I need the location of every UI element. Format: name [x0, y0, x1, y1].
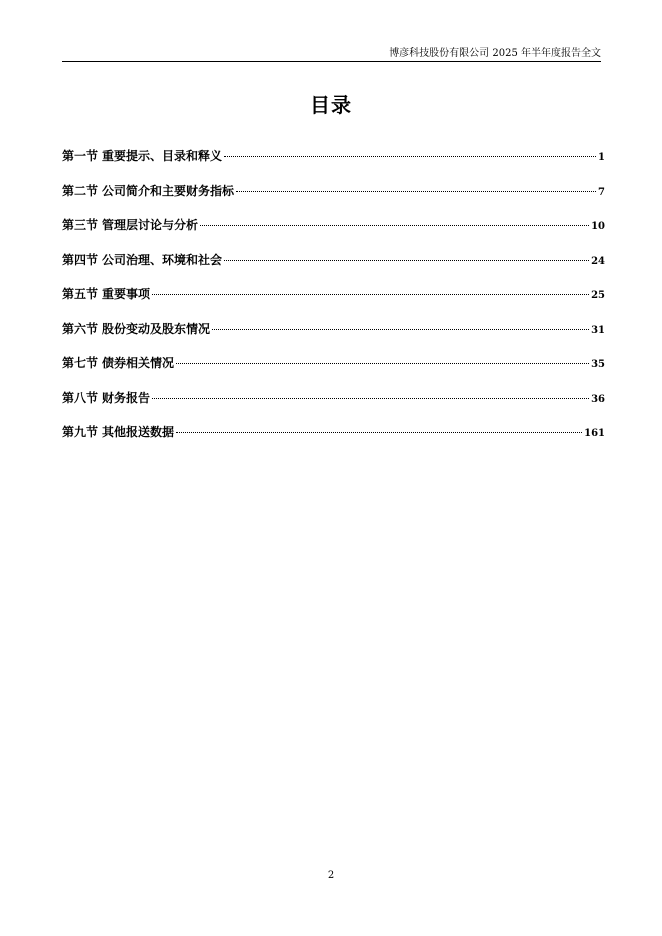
toc-entry-section-6[interactable]: [62, 319, 605, 354]
toc-section-title: 重要事项: [102, 287, 151, 301]
toc-section-title: 公司简介和主要财务指标: [102, 183, 235, 198]
toc-entry-section-4[interactable]: [62, 250, 605, 285]
toc-page-number: 36: [591, 393, 605, 405]
toc-section-title: 管理层讨论与分析: [102, 218, 199, 232]
dot-leader: [224, 156, 596, 157]
toc-section-number: 第七节: [62, 356, 99, 370]
running-header: 博彦科技股份有限公司 2025 年半年度报告全文: [389, 48, 601, 59]
toc-page-number: 10: [591, 221, 605, 232]
dot-leader: [152, 398, 589, 399]
toc-section-number: 第三节: [62, 218, 99, 232]
dot-leader: [176, 363, 589, 364]
toc-page-number: 25: [591, 290, 605, 301]
toc-page-number: 35: [591, 359, 605, 370]
toc-page-number: 161: [584, 428, 605, 439]
toc-page-number: 31: [591, 324, 605, 336]
toc-section-number: 第二节: [62, 183, 99, 198]
toc-entry-section-5[interactable]: [62, 284, 605, 319]
toc-section-title: 其他报送数据: [102, 425, 175, 439]
toc-title: 目录: [310, 93, 352, 117]
toc-entry-section-8[interactable]: [62, 388, 605, 423]
toc-page-number: 7: [598, 186, 605, 198]
toc-section-number: 第八节: [62, 390, 99, 405]
header-divider: [62, 61, 601, 62]
toc-section-title: 重要提示、目录和释义: [102, 149, 223, 163]
toc-entry-section-7[interactable]: [62, 353, 605, 388]
toc-entry-section-3[interactable]: [62, 215, 605, 250]
toc-section-title: 债券相关情况: [102, 356, 175, 370]
toc-section-number: 第九节: [62, 425, 99, 439]
toc-section-number: 第五节: [62, 287, 99, 301]
toc-section-number: 第六节: [62, 321, 99, 336]
toc-entry-section-2[interactable]: [62, 181, 605, 216]
page-number: 2: [327, 870, 335, 881]
toc-section-title: 股份变动及股东情况: [102, 321, 211, 336]
toc-section-number: 第一节: [62, 149, 99, 163]
toc-page-number: 24: [591, 255, 605, 267]
table-of-contents: [62, 146, 605, 457]
toc-entry-section-9[interactable]: [62, 422, 605, 457]
dot-leader: [200, 225, 589, 226]
dot-leader: [152, 294, 589, 295]
dot-leader: [212, 329, 589, 330]
toc-page-number: 1: [598, 152, 605, 163]
toc-entry-section-1[interactable]: [62, 146, 605, 181]
dot-leader: [236, 191, 596, 192]
dot-leader: [224, 260, 589, 261]
dot-leader: [176, 432, 582, 433]
toc-section-title: 财务报告: [102, 390, 151, 405]
toc-section-number: 第四节: [62, 252, 99, 267]
toc-section-title: 公司治理、环境和社会: [102, 252, 223, 267]
